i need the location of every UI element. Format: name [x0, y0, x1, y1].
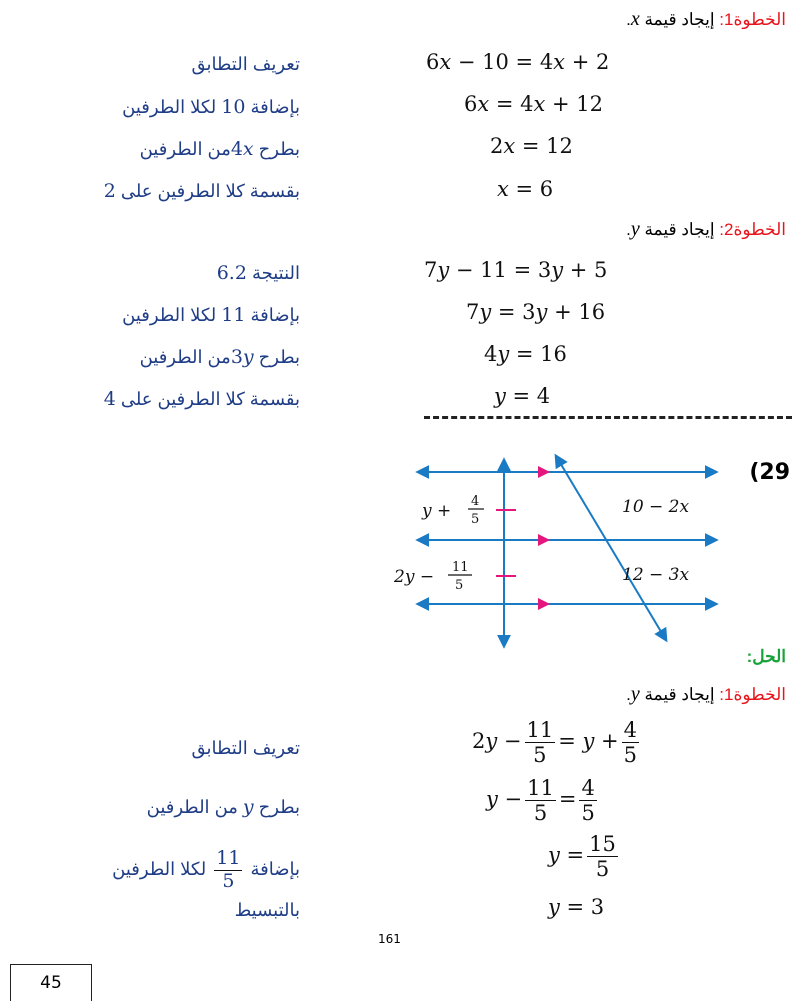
fraction-den: 5: [533, 801, 548, 826]
step1-heading: [626, 8, 786, 31]
fraction: [579, 776, 596, 825]
step-label: الخطوة1:: [719, 685, 786, 704]
step-label: الخطوة1:: [719, 10, 786, 29]
label-10-minus-2x: 10 − 2x: [622, 497, 690, 517]
fraction-den: 5: [533, 743, 547, 768]
reason-number: 𝑦: [242, 796, 254, 818]
solution-step1-heading: [626, 683, 786, 706]
diagonal-transversal: [556, 456, 666, 640]
solution-equation-4: 𝑦 = 3: [548, 895, 605, 919]
equation-row-5: 7𝑦 − 11 = 3𝑦 + 5: [424, 258, 608, 282]
reason-number: 3𝑦: [230, 346, 254, 368]
label-2y-minus-num: 11: [452, 560, 469, 575]
equation-row-8: 𝑦 = 4: [494, 384, 551, 408]
eq-part: = 𝑦 +: [558, 729, 619, 754]
solution-reason-1: [192, 738, 300, 759]
label-y-plus-num: 4: [471, 494, 480, 509]
step-period: .: [626, 685, 631, 704]
page-box-number: 45: [10, 964, 92, 1001]
reason-row-6: [122, 304, 300, 326]
step-text: إيجاد قيمة: [644, 685, 715, 704]
equation-row-4: 𝑥 = 6: [497, 177, 554, 201]
problem-number: (29: [749, 460, 790, 485]
reason-text: بإضافة: [250, 97, 300, 117]
reason-text: تعريف التطابق: [191, 738, 300, 758]
reason-text: النتيجة: [251, 263, 300, 283]
reason-text: من الطرفين: [146, 797, 238, 817]
reason-number: 6.2: [216, 262, 247, 284]
label-2y-minus: 2y −: [394, 567, 435, 587]
reason-text: من الطرفين: [139, 139, 231, 159]
solution-heading: الحل:: [746, 647, 786, 666]
step-label: الخطوة2:: [719, 220, 786, 239]
fraction: [525, 776, 556, 825]
dashed-separator: [424, 416, 792, 419]
page-number: 161: [378, 932, 401, 946]
reason-text: لكلا الطرفين: [122, 305, 217, 325]
fraction-num: 11: [526, 718, 554, 742]
fraction: [622, 718, 639, 767]
reason-text: بإضافة: [250, 305, 300, 325]
parallel-mark-2: [538, 534, 550, 546]
solution-equation-2: [486, 776, 600, 825]
reason-number: 2: [103, 180, 116, 202]
solution-reason-3: [112, 848, 300, 893]
fraction: [525, 718, 556, 767]
step-period: .: [626, 220, 631, 239]
step-text: إيجاد قيمة: [644, 220, 715, 239]
label-y-plus: y +: [422, 501, 452, 521]
equation-row-6: 7𝑦 = 3𝑦 + 16: [466, 300, 606, 324]
label-y-plus-den: 5: [471, 512, 480, 527]
fraction-num: 11: [527, 776, 554, 800]
fraction-num: 4: [623, 718, 638, 742]
fraction-den: 5: [595, 857, 610, 882]
parallel-lines-figure: [360, 448, 740, 660]
step-period: .: [626, 10, 631, 29]
reason-text: لكلا الطرفين: [122, 97, 217, 117]
solution-reason-2: [147, 796, 300, 818]
solution-equation-1: [472, 718, 642, 767]
reason-row-5: [217, 262, 300, 284]
reason-text: بقسمة كلا الطرفين على: [120, 389, 300, 409]
parallel-mark-3: [538, 598, 550, 610]
reason-fraction: [214, 848, 242, 893]
step2-heading: [626, 218, 786, 241]
fraction-den: 5: [623, 743, 638, 768]
fraction-den: 5: [581, 801, 595, 826]
step-text: إيجاد قيمة: [644, 10, 715, 29]
label-12-minus-3x: 12 − 3x: [622, 565, 690, 585]
label-2y-minus-den: 5: [455, 578, 464, 593]
equation-row-7: 4𝑦 = 16: [484, 342, 567, 366]
reason-row-7: [140, 346, 300, 368]
reason-row-1: [192, 54, 300, 75]
reason-text: بطرح: [258, 797, 300, 817]
equation-row-1: 6𝑥 − 10 = 4𝑥 + 2: [426, 50, 610, 74]
fraction-num: 4: [581, 776, 595, 800]
reason-text: بإضافة: [250, 859, 300, 880]
fraction-den: 5: [222, 869, 235, 892]
reason-number: 4𝑥: [230, 138, 254, 160]
solution-equation-3: [548, 832, 621, 881]
fraction-num: 15: [589, 832, 616, 856]
equation-row-2: 6𝑥 = 4𝑥 + 12: [464, 92, 604, 116]
eq-part: 𝑦 −: [486, 787, 523, 812]
reason-number: 10: [221, 96, 246, 118]
step-variable: x: [630, 8, 640, 30]
solution-reason-4: [235, 900, 300, 921]
eq-part: 𝑦 =: [548, 843, 585, 868]
step-variable: y: [630, 218, 640, 240]
reason-text: لكلا الطرفين: [112, 859, 207, 880]
reason-text: بطرح: [258, 139, 300, 159]
reason-text: بطرح: [258, 347, 300, 367]
reason-row-4: [104, 180, 300, 202]
eq-part: =: [558, 787, 577, 812]
reason-text: بالتبسيط: [234, 900, 300, 920]
reason-text: من الطرفين: [139, 347, 231, 367]
reason-text: بقسمة كلا الطرفين على: [120, 181, 300, 201]
equation-row-3: 2𝑥 = 12: [490, 134, 573, 158]
reason-number: 4: [103, 388, 116, 410]
reason-row-3: [140, 138, 300, 160]
fraction-num: 11: [216, 847, 241, 869]
reason-row-2: [122, 96, 300, 118]
reason-number: 11: [221, 304, 246, 326]
reason-text: تعريف التطابق: [191, 54, 300, 74]
parallel-mark-1: [538, 466, 550, 478]
reason-row-8: [104, 388, 300, 410]
fraction: [587, 832, 618, 881]
eq-part: 2𝑦 −: [472, 729, 522, 754]
step-variable: y: [630, 683, 640, 705]
